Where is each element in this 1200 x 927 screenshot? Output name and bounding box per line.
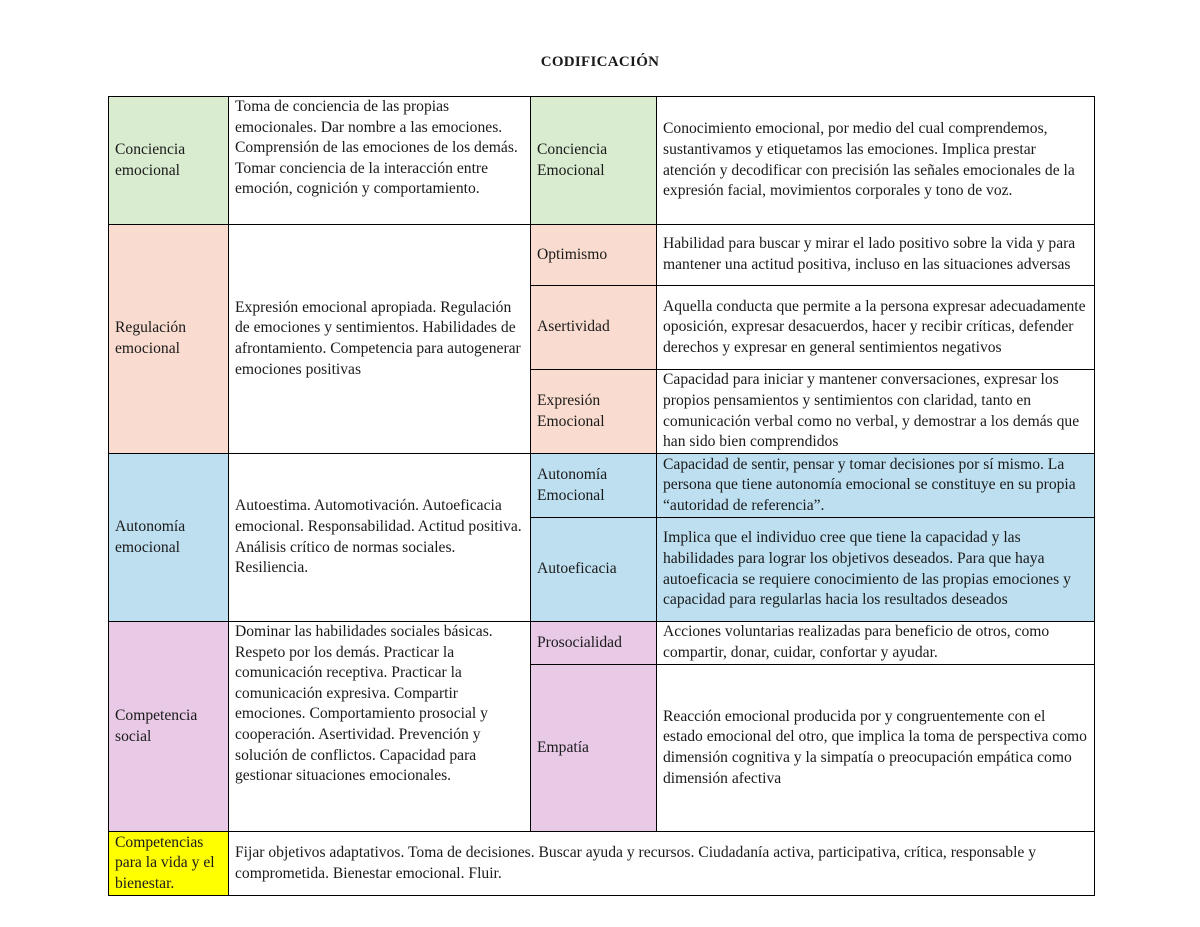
document-title: CODIFICACIÓN	[540, 54, 660, 70]
item-name-cell	[531, 286, 657, 370]
item-name: Empatía	[537, 738, 589, 756]
item-name: Autoeficacia	[537, 560, 617, 578]
group-description: Toma de conciencia de las propias emocionales. Dar nombre a las emociones. Comprensión de las emociones de los demás. Tomar conciencia de la interacción entre emoción, cognición y comportamiento.	[235, 98, 518, 198]
item-description: Implica que el individuo cree que tiene la capacidad y las habilidades para lograr los objetivos deseados. Para que haya autoeficacia se requiere conocimiento de las propias emociones y capacidad para regularlas hacia los resultados deseados	[663, 529, 1071, 609]
item-description: Habilidad para buscar y mirar el lado positivo sobre la vida y para mantener una actitud positiva, incluso en las situaciones adversas	[663, 235, 1076, 273]
group-name: Competencias para la vida y el bienestar.	[115, 833, 215, 892]
group-description: Fijar objetivos adaptativos. Toma de decisiones. Buscar ayuda y recursos. Ciudadanía activa, participativa, crítica, responsable y comprometida. Bienestar emocional. Fluir.	[235, 843, 1037, 882]
group-name-cell	[109, 622, 229, 832]
item-name: Autonomía Emocional	[537, 465, 608, 504]
item-name-cell	[531, 665, 657, 832]
item-name-cell	[531, 454, 657, 518]
item-description-cell	[657, 454, 1095, 518]
item-name-cell	[531, 225, 657, 286]
item-name: Asertividad	[537, 318, 610, 336]
item-description: Reacción emocional producida por y congruentemente con el estado emocional del otro, que implica la toma de perspectiva como dimensión cognitiva y la simpatía o preocupación empática como dimensión afectiva	[663, 707, 1087, 787]
table-row	[109, 225, 1095, 286]
item-description-cell	[657, 225, 1095, 286]
group-description: Dominar las habilidades sociales básicas. Respeto por los demás. Practicar la comunicación receptiva. Practicar la comunicación expresiva. Compartir emociones. Comportamiento prosocial y cooperación. Asertividad. Prevención y solución de conflictos. Capacidad para gestionar situaciones emocionales.	[235, 623, 493, 785]
item-name: Prosocialidad	[537, 633, 622, 651]
item-name: Optimismo	[537, 245, 608, 263]
group-description: Autoestima. Automotivación. Autoeficacia emocional. Responsabilidad. Actitud positiva. Análisis crítico de normas sociales. Resiliencia.	[235, 497, 522, 577]
item-description-cell	[657, 622, 1095, 665]
table-row	[109, 622, 1095, 665]
item-description: Aquella conducta que permite a la persona expresar adecuadamente oposición, expresar desacuerdos, hacer y recibir críticas, defender derechos y expresar en general sentimientos negativos	[663, 297, 1086, 356]
item-description-cell	[657, 370, 1095, 454]
group-description-cell	[229, 622, 531, 832]
group-name: Conciencia emocional	[115, 140, 186, 179]
item-name: Conciencia Emocional	[537, 140, 608, 179]
item-name-cell	[531, 518, 657, 622]
group-description-cell	[229, 225, 531, 454]
group-name: Regulación emocional	[115, 319, 187, 357]
item-description-cell	[657, 97, 1095, 225]
group-name-cell	[109, 97, 229, 225]
codification-table	[108, 96, 1095, 896]
group-name: Autonomía emocional	[115, 517, 186, 556]
item-name-cell	[531, 97, 657, 225]
item-description: Capacidad para iniciar y mantener conversaciones, expresar los propios pensamientos y sentimientos con claridad, tanto en comunicación verbal como no verbal, y demostrar a los demás que han sido bien comprendidos	[663, 371, 1080, 451]
table-row	[109, 97, 1095, 225]
table-row	[109, 832, 1095, 896]
table-row	[109, 454, 1095, 518]
group-name: Competencia social	[115, 706, 198, 745]
group-description-cell	[229, 454, 531, 622]
group-description: Expresión emocional apropiada. Regulación de emociones y sentimientos. Habilidades de afrontamiento. Competencia para autogenerar emociones positivas	[235, 298, 521, 378]
item-name: Expresión Emocional	[537, 391, 605, 430]
group-description-cell	[229, 832, 1095, 896]
group-name-cell	[109, 832, 229, 896]
item-description: Capacidad de sentir, pensar y tomar decisiones por sí mismo. La persona que tiene autonomía emocional se constituye en su propia “autoridad de referencia”.	[663, 455, 1076, 514]
item-description: Acciones voluntarias realizadas para beneficio de otros, como compartir, donar, cuidar, confortar y ayudar.	[663, 623, 1050, 661]
group-name-cell	[109, 225, 229, 454]
item-description: Conocimiento emocional, por medio del cual comprendemos, sustantivamos y etiquetamos las emociones. Implica prestar atención y decodificar con precisión las señales emocionales de la expresión facial, movimientos corporales y tono de voz.	[663, 120, 1075, 200]
group-name-cell	[109, 454, 229, 622]
item-name-cell	[531, 370, 657, 454]
item-description-cell	[657, 286, 1095, 370]
item-description-cell	[657, 665, 1095, 832]
group-description-cell	[229, 97, 531, 225]
item-description-cell	[657, 518, 1095, 622]
item-name-cell	[531, 622, 657, 665]
